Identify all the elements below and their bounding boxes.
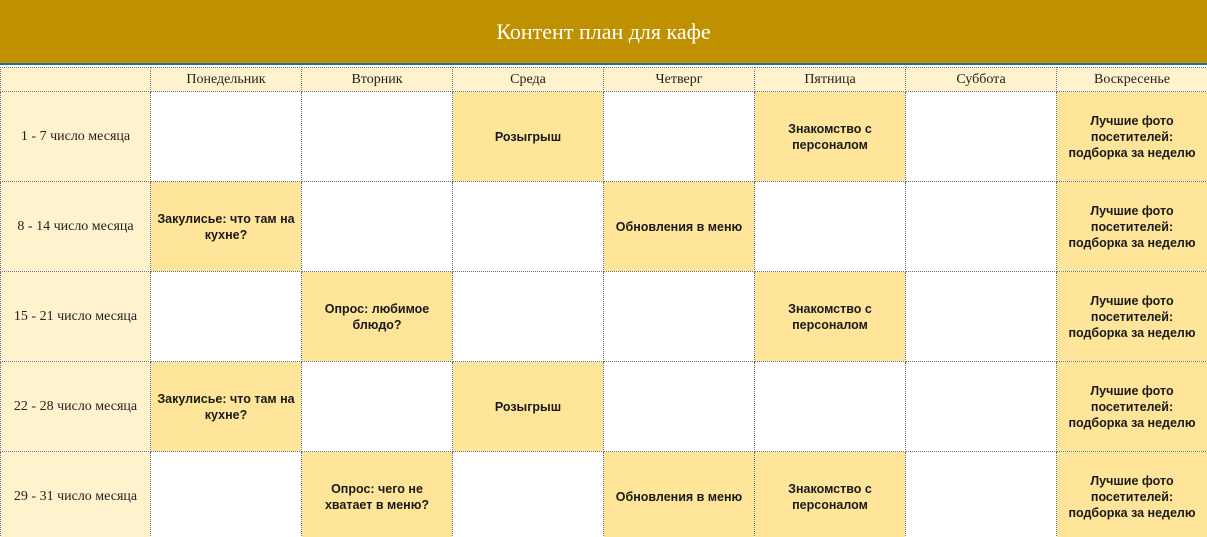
header-monday[interactable]: Понедельник xyxy=(151,68,302,92)
table-cell[interactable] xyxy=(151,92,302,182)
table-cell[interactable] xyxy=(906,92,1057,182)
table-cell[interactable]: Опрос: чего не хватает в меню? xyxy=(302,452,453,537)
row-label[interactable]: 1 - 7 число месяца xyxy=(1,92,151,182)
table-cell[interactable] xyxy=(151,452,302,537)
table-cell[interactable] xyxy=(755,362,906,452)
table-cell[interactable] xyxy=(906,452,1057,537)
table-cell[interactable] xyxy=(302,362,453,452)
table-row xyxy=(1,92,1207,182)
table-row xyxy=(1,452,1207,537)
table-row xyxy=(1,362,1207,452)
table-cell[interactable] xyxy=(453,272,604,362)
header-wednesday[interactable]: Среда xyxy=(453,68,604,92)
table-cell[interactable]: Закулисье: что там на кухне? xyxy=(151,362,302,452)
row-label[interactable]: 8 - 14 число месяца xyxy=(1,182,151,272)
table-row xyxy=(1,272,1207,362)
table-cell[interactable] xyxy=(151,272,302,362)
row-label[interactable]: 15 - 21 число месяца xyxy=(1,272,151,362)
content-plan-table xyxy=(0,67,1207,537)
table-cell[interactable] xyxy=(453,182,604,272)
row-label[interactable]: 22 - 28 число месяца xyxy=(1,362,151,452)
table-cell[interactable] xyxy=(906,362,1057,452)
page-title: Контент план для кафе xyxy=(0,0,1207,65)
table-cell[interactable]: Лучшие фото посетителей: подборка за неделю xyxy=(1057,272,1207,362)
table-cell[interactable] xyxy=(755,182,906,272)
table-cell[interactable]: Обновления в меню xyxy=(604,452,755,537)
table-cell[interactable] xyxy=(604,362,755,452)
table-cell[interactable]: Знакомство с персоналом xyxy=(755,92,906,182)
table-cell[interactable] xyxy=(302,92,453,182)
table-cell[interactable]: Опрос: любимое блюдо? xyxy=(302,272,453,362)
table-cell[interactable] xyxy=(906,182,1057,272)
header-corner[interactable] xyxy=(1,68,151,92)
table-cell[interactable]: Знакомство с персоналом xyxy=(755,272,906,362)
table-cell[interactable]: Розыгрыш xyxy=(453,92,604,182)
table-cell[interactable] xyxy=(302,182,453,272)
table-cell[interactable]: Лучшие фото посетителей: подборка за неделю xyxy=(1057,362,1207,452)
header-thursday[interactable]: Четверг xyxy=(604,68,755,92)
table-cell[interactable]: Знакомство с персоналом xyxy=(755,452,906,537)
row-label[interactable]: 29 - 31 число месяца xyxy=(1,452,151,537)
table-cell[interactable]: Лучшие фото посетителей: подборка за неделю xyxy=(1057,92,1207,182)
table-cell[interactable]: Закулисье: что там на кухне? xyxy=(151,182,302,272)
table-cell[interactable] xyxy=(604,272,755,362)
table-cell[interactable]: Обновления в меню xyxy=(604,182,755,272)
table-row xyxy=(1,182,1207,272)
header-sunday[interactable]: Воскресенье xyxy=(1057,68,1207,92)
table-cell[interactable] xyxy=(604,92,755,182)
table-cell[interactable]: Розыгрыш xyxy=(453,362,604,452)
header-saturday[interactable]: Суббота xyxy=(906,68,1057,92)
table-cell[interactable] xyxy=(906,272,1057,362)
header-row xyxy=(1,68,1207,92)
table-cell[interactable]: Лучшие фото посетителей: подборка за неделю xyxy=(1057,452,1207,537)
header-tuesday[interactable]: Вторник xyxy=(302,68,453,92)
header-friday[interactable]: Пятница xyxy=(755,68,906,92)
table-cell[interactable] xyxy=(453,452,604,537)
table-cell[interactable]: Лучшие фото посетителей: подборка за неделю xyxy=(1057,182,1207,272)
